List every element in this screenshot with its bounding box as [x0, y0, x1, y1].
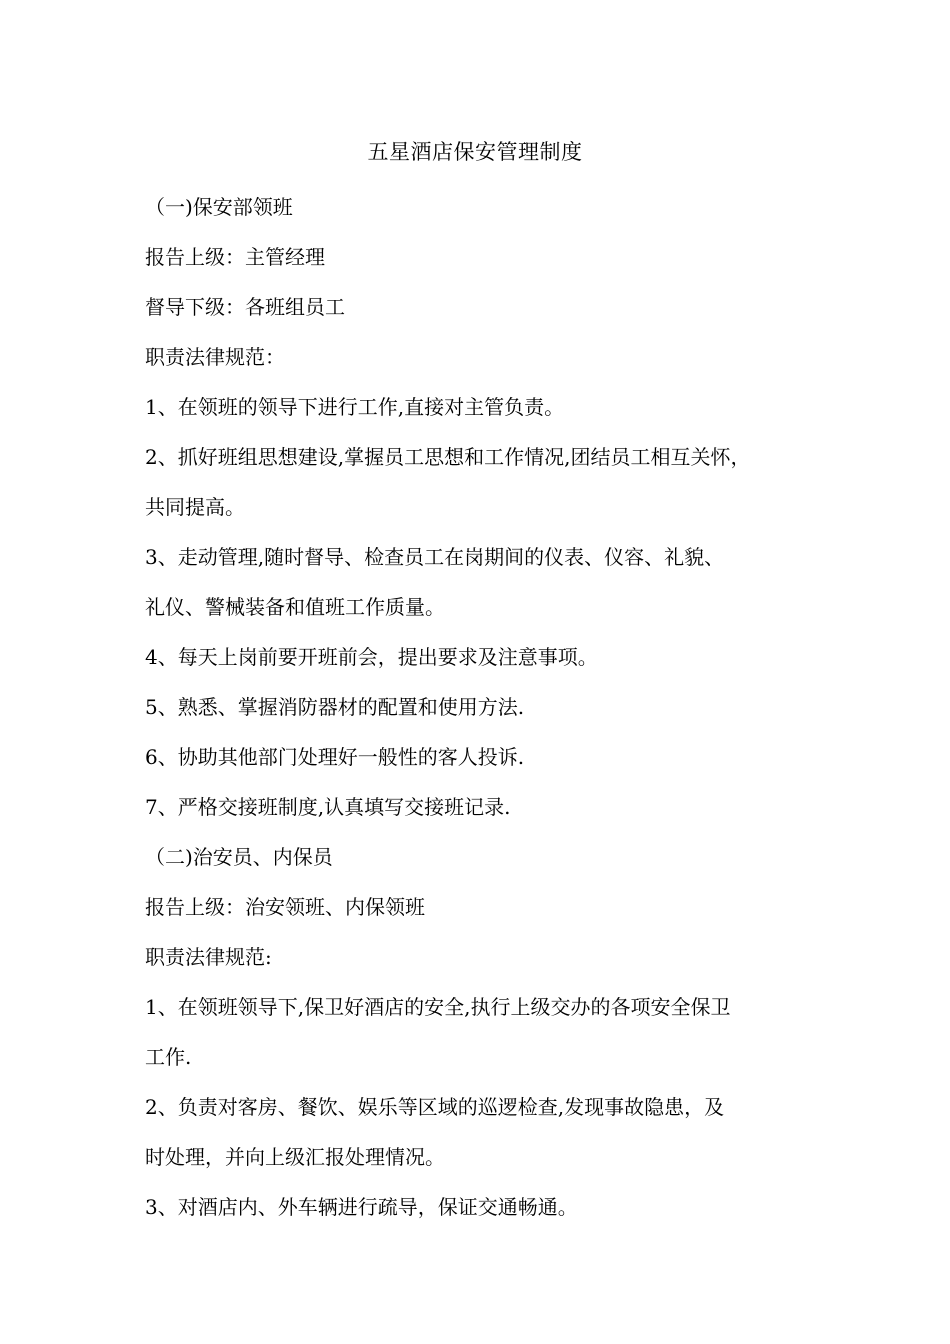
paragraph-line: 1、在领班领导下,保卫好酒店的安全,执行上级交办的各项安全保卫 — [145, 995, 731, 1019]
duty-heading-1: 职责法律规范： — [145, 345, 285, 369]
paragraph-line: 2、抓好班组思想建设,掌握员工思想和工作情况,团结员工相互关怀， — [145, 445, 751, 469]
paragraph-line: 礼仪、警械装备和值班工作质量。 — [145, 595, 445, 619]
paragraph-line: 时处理，并向上级汇报处理情况。 — [145, 1145, 445, 1169]
paragraph-line: 5、熟悉、掌握消防器材的配置和使用方法. — [145, 695, 525, 719]
duty-heading-2: 职责法律规范: — [145, 945, 272, 969]
paragraph-line: 工作. — [145, 1045, 192, 1069]
document-body — [145, 182, 810, 1232]
paragraph-line: 7、严格交接班制度,认真填写交接班记录. — [145, 795, 511, 819]
report-superior-line: 报告上级：治安领班、内保领班 — [145, 895, 425, 919]
paragraph-line: 4、每天上岗前要开班前会，提出要求及注意事项。 — [145, 645, 598, 669]
supervise-subordinate-line: 督导下级：各班组员工 — [145, 295, 345, 319]
section-heading-1: （一)保安部领班 — [145, 195, 293, 219]
paragraph-line: 2、负责对客房、餐饮、娱乐等区域的巡逻检查,发现事故隐患，及 — [145, 1095, 725, 1119]
paragraph-line: 3、对酒店内、外车辆进行疏导，保证交通畅通。 — [145, 1195, 578, 1219]
paragraph-line: 1、在领班的领导下进行工作,直接对主管负责。 — [145, 395, 565, 419]
report-superior-line: 报告上级：主管经理 — [145, 245, 325, 269]
paragraph-line: 3、走动管理,随时督导、检查员工在岗期间的仪表、仪容、礼貌、 — [145, 545, 725, 569]
section-heading-2: （二)治安员、内保员 — [145, 845, 333, 869]
paragraph-line: 6、协助其他部门处理好一般性的客人投诉. — [145, 745, 525, 769]
paragraph-line: 共同提高。 — [145, 495, 245, 519]
document-title: 五星酒店保安管理制度 — [367, 140, 583, 164]
